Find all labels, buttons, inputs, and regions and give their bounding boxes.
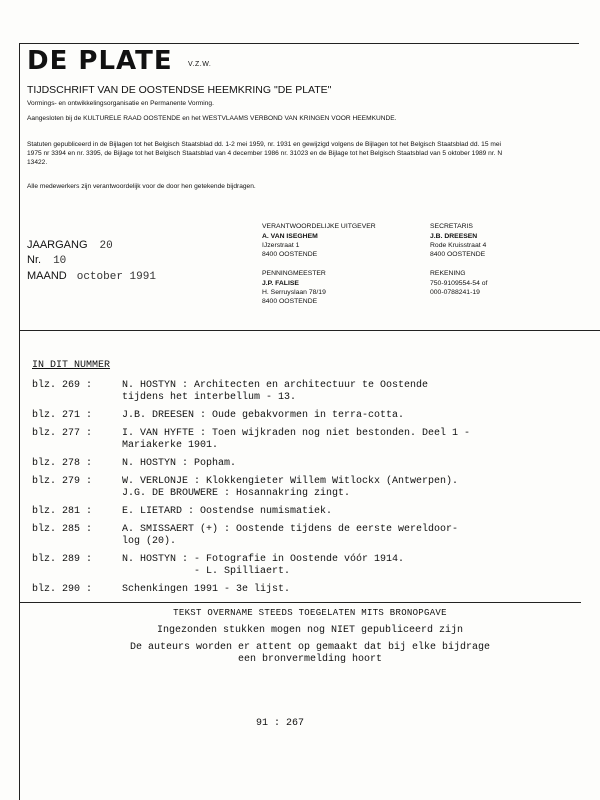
entry-text: A. SMISSAERT (+) : Oostende tijdens de eerste wereldoor- log (20). xyxy=(122,524,459,547)
list-item xyxy=(32,380,562,404)
jaargang-label: JAARGANG xyxy=(27,239,88,251)
contents-list xyxy=(32,380,562,602)
page-ref: blz. 290 : xyxy=(32,584,93,595)
list-item xyxy=(32,428,562,452)
entry-text: N. HOSTYN : Popham. xyxy=(122,458,237,469)
header-divider xyxy=(19,330,600,331)
penningmeester-name: J.P. FALISE xyxy=(262,280,299,287)
rekening-block xyxy=(430,269,487,297)
secretaris-block xyxy=(430,222,486,259)
rekening-title: REKENING xyxy=(430,270,466,277)
responsibility-note: Alle medewerkers zijn verantwoordelijk voor de door hen getekende bijdragen. xyxy=(27,183,256,190)
author-notice-line2: een bronvermelding hoort xyxy=(237,654,383,665)
submission-notice: Ingezonden stukken mogen nog NIET gepubliceerd zijn xyxy=(156,625,464,636)
penningmeester-city: 8400 OOSTENDE xyxy=(262,298,318,305)
left-margin-rule xyxy=(19,43,20,800)
page-ref: blz. 269 : xyxy=(32,380,93,391)
page-ref: blz. 289 : xyxy=(32,554,93,565)
penningmeester-title: PENNINGMEESTER xyxy=(262,270,326,277)
page-ref: blz. 281 : xyxy=(32,506,93,517)
entry-text: Schenkingen 1991 - 3e lijst. xyxy=(122,584,291,595)
jaargang-value: 20 xyxy=(99,240,113,252)
maand-value: october 1991 xyxy=(76,271,156,283)
list-item xyxy=(32,476,562,500)
entry-text: J.B. DREESEN : Oude gebakvormen in terra-cotta. xyxy=(122,410,405,421)
journal-title: TIJDSCHRIFT VAN DE OOSTENDSE HEEMKRING "DE PLATE" xyxy=(27,84,332,96)
entry-text: I. VAN HYFTE : Toen wijkraden nog niet bestonden. Deel 1 - Mariakerke 1901. xyxy=(122,428,471,451)
uitgever-title: VERANTWOORDELIJKE UITGEVER xyxy=(262,223,376,230)
secretaris-name: J.B. DREESEN xyxy=(430,233,478,240)
author-notice-line1: De auteurs worden er attent op gemaakt dat bij elke bijdrage xyxy=(129,642,491,653)
maand-label: MAAND xyxy=(27,270,67,282)
secretaris-title: SECRETARIS xyxy=(430,223,473,230)
page-ref: blz. 279 : xyxy=(32,476,93,487)
page-ref: blz. 271 : xyxy=(32,410,93,421)
affiliation-line: Aangesloten bij de KULTURELE RAAD OOSTENDE en het WESTVLAAMS VERBOND VAN KRINGEN VOOR HEEMKUNDE. xyxy=(27,115,397,122)
page-number: 91 : 267 xyxy=(256,718,305,729)
issue-month xyxy=(27,266,156,284)
statuten-paragraph: Statuten gepubliceerd in de Bijlagen tot het Belgisch Staatsblad dd. 1-2 mei 1959, nr. 1931 en gewijzigd volgens de Bijlagen tot het Belgisch Staatsblad dd. 15 mei 1975 nr 3394 en nr. 3395, de Bijlage tot het Belgisch Staatsblad van 4 december 1986 nr. 31023 en de Bijlage tot het Belgisch Staatsblad van 5 oktober 1989 nr. N 13422. xyxy=(27,141,503,166)
uitgever-city: 8400 OOSTENDE xyxy=(262,251,318,258)
contents-title: IN DIT NUMMER xyxy=(32,360,111,371)
entry-text: E. LIETARD : Oostendse numismatiek. xyxy=(122,506,333,517)
list-item xyxy=(32,458,562,470)
penningmeester-block xyxy=(262,269,326,306)
entry-text: N. HOSTYN : Architecten en architectuur te Oostende tijdens het interbellum - 13. xyxy=(122,380,429,403)
list-item xyxy=(32,554,562,578)
page-ref: blz. 277 : xyxy=(32,428,93,439)
secretaris-city: 8400 OOSTENDE xyxy=(430,251,486,258)
organisation-line: Vormings- en ontwikkelingsorganisatie en Permanente Vorming. xyxy=(27,100,214,107)
list-item xyxy=(32,410,562,422)
entry-text: W. VERLONJE : Klokkengieter Willem Witlockx (Antwerpen). J.G. DE BROUWERE : Hosannakring zingt. xyxy=(122,476,459,499)
secretaris-address: Rode Kruisstraat 4 xyxy=(430,242,487,249)
entry-text: N. HOSTYN : - Fotografie in Oostende vóór 1914. - L. Spilliaert. xyxy=(122,554,405,577)
list-item xyxy=(32,584,562,596)
nr-label: Nr. xyxy=(27,254,42,266)
page-ref: blz. 278 : xyxy=(32,458,93,469)
copyright-notice: TEKST OVERNAME STEEDS TOEGELATEN MITS BRONOPGAVE xyxy=(173,608,447,618)
penningmeester-address: H. Serruyslaan 78/19 xyxy=(262,289,326,296)
rekening-line1: 750-9109554-54 of xyxy=(430,280,488,287)
list-item xyxy=(32,506,562,518)
notice-divider xyxy=(19,602,581,603)
logo: DE PLATE xyxy=(27,46,173,76)
nr-value: 10 xyxy=(53,255,67,267)
list-item xyxy=(32,524,562,548)
uitgever-address: IJzerstraat 1 xyxy=(262,242,300,249)
rekening-line2: 000-0788241-19 xyxy=(430,289,480,296)
logo-subtitle: V.Z.W. xyxy=(188,61,212,68)
uitgever-name: A. VAN ISEGHEM xyxy=(262,233,318,240)
top-rule xyxy=(19,43,579,44)
page-ref: blz. 285 : xyxy=(32,524,93,535)
uitgever-block xyxy=(262,222,376,259)
